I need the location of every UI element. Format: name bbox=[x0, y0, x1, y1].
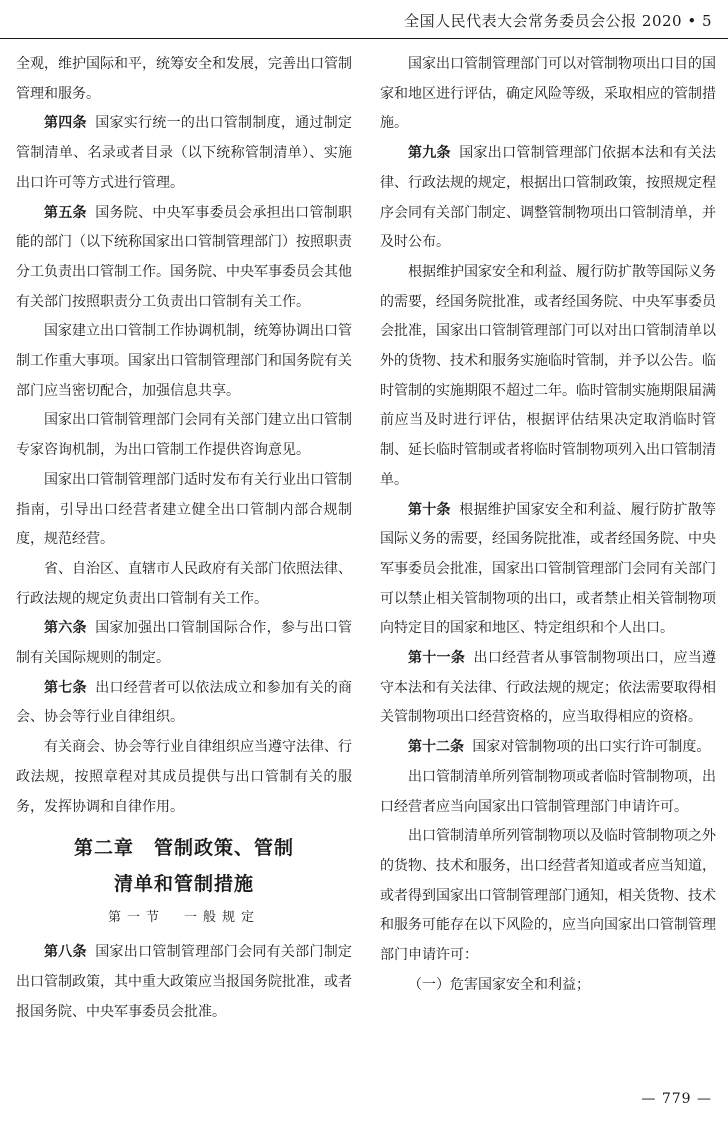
article-text: 国务院、中央军事委员会承担出口管制职能的部门（以下统称国家出口管制管理部门）按照职责分工负责出口管制工作。国务院、中央军事委员会其他有关部门按照职责分工负责出口管制有关工作。 bbox=[16, 204, 352, 310]
article-10 bbox=[380, 496, 716, 645]
article-6 bbox=[16, 614, 352, 673]
paragraph-license-application: 出口管制清单所列管制物项或者临时管制物项，出口经营者应当向国家出口管制管理部门申请许可。 bbox=[380, 768, 716, 815]
article-text: 国家加强出口管制国际合作，参与出口管制有关国际规则的制定。 bbox=[16, 620, 352, 667]
article-text: 出口经营者从事管制物项出口，应当遵守本法和有关法律、行政法规的规定；依法需要取得相关管制物项出口经营资格的，应当取得相应的资格。 bbox=[380, 650, 716, 726]
article-8 bbox=[16, 938, 352, 1027]
article-label: 第十一条 bbox=[408, 650, 466, 667]
chapter-heading bbox=[16, 830, 352, 902]
paragraph-industry-guide: 国家出口管制管理部门适时发布有关行业出口管制指南，引导出口经营者建立健全出口管制内部合规制度，规范经营。 bbox=[16, 471, 352, 548]
article-text: 根据维护国家安全和利益、履行防扩散等国际义务的需要，经国务院批准，或者经国务院、中央军事委员会批准，国家出口管制管理部门会同有关部门可以禁止相关管制物项的出口，或者禁止相关管制物项向特定目的国家和地区、特定组织和个人出口。 bbox=[380, 501, 716, 637]
paragraph-temporary-control: 根据维护国家安全和利益、履行防扩散等国际义务的需要，经国务院批准，或者经国务院、中央军事委员会批准，国家出口管制管理部门可以对出口管制清单以外的货物、技术和服务实施临时管制，并予以公告。临时管制的实施期限不超过二年。临时管制实施期限届满前应当及时进行评估，根据评估结果决定取消临时管制、延长临时管制或者将临时管制物项列入出口管制清单。 bbox=[380, 263, 716, 488]
article-label: 第四条 bbox=[44, 115, 87, 132]
paragraph-expert-consultation: 国家出口管制管理部门会同有关部门建立出口管制专家咨询机制，为出口管制工作提供咨询意见。 bbox=[16, 412, 352, 459]
article-text: 国家对管制物项的出口实行许可制度。 bbox=[472, 739, 711, 756]
article-label: 第七条 bbox=[44, 679, 87, 696]
page-number: — 779 — bbox=[641, 1091, 712, 1107]
gazette-header: 全国人民代表大会常务委员会公报 2020 • 5 bbox=[404, 12, 712, 30]
left-column bbox=[16, 50, 352, 1090]
article-label: 第九条 bbox=[408, 145, 451, 162]
right-column bbox=[380, 50, 716, 1090]
article-5 bbox=[16, 199, 352, 318]
paragraph-other-items: 出口管制清单所列管制物项以及临时管制物项之外的货物、技术和服务，出口经营者知道或者应当知道，或者得到国家出口管制管理部门通知，相关货物、技术和服务可能存在以下风险的，应当向国家出口管制管理部门申请许可： bbox=[380, 828, 716, 964]
article-text: 国家出口管制管理部门会同有关部门制定出口管制政策，其中重大政策应当报国务院批准，或者报国务院、中央军事委员会批准。 bbox=[16, 944, 352, 1020]
article-11 bbox=[380, 644, 716, 733]
article-label: 第八条 bbox=[44, 944, 87, 961]
list-item: （一）危害国家安全和利益； bbox=[408, 976, 590, 993]
paragraph-local-government: 省、自治区、直辖市人民政府有关部门依照法律、行政法规的规定负责出口管制有关工作。 bbox=[16, 560, 352, 607]
paragraph-associations: 有关商会、协会等行业自律组织应当遵守法律、行政法规，按照章程对其成员提供与出口管制有关的服务，发挥协调和自律作用。 bbox=[16, 739, 352, 815]
article-12 bbox=[380, 733, 716, 763]
article-label: 第五条 bbox=[44, 204, 87, 221]
article-label: 第十条 bbox=[408, 501, 451, 518]
chapter-heading-line-1: 第二章 管制政策、管制 bbox=[73, 837, 294, 860]
article-9 bbox=[380, 139, 716, 258]
paragraph-coordination: 国家建立出口管制工作协调机制，统筹协调出口管制工作重大事项。国家出口管制管理部门和国务院有关部门应当密切配合，加强信息共享。 bbox=[16, 323, 352, 399]
article-label: 第十二条 bbox=[408, 739, 464, 756]
article-4 bbox=[16, 109, 352, 198]
header-divider bbox=[0, 38, 728, 39]
article-text: 出口经营者可以依法成立和参加有关的商会、协会等行业自律组织。 bbox=[16, 679, 352, 726]
section-heading: 第一节 一般规定 bbox=[107, 910, 260, 926]
paragraph-risk-evaluation: 国家出口管制管理部门可以对管制物项出口目的国家和地区进行评估，确定风险等级，采取相应的管制措施。 bbox=[380, 56, 716, 132]
article-text: 国家出口管制管理部门依据本法和有关法律、行政法规的规定，根据出口管制政策，按照规定程序会同有关部门制定、调整管制物项出口管制清单，并及时公布。 bbox=[380, 145, 716, 251]
article-label: 第六条 bbox=[44, 620, 87, 637]
chapter-heading-line-2: 清单和管制措施 bbox=[113, 873, 254, 896]
paragraph-continuation: 全观，维护国际和平，统筹安全和发展，完善出口管制管理和服务。 bbox=[16, 56, 352, 102]
article-text: 国家实行统一的出口管制制度，通过制定管制清单、名录或者目录（以下统称管制清单）、实施出口许可等方式进行管理。 bbox=[16, 115, 352, 191]
article-7 bbox=[16, 674, 352, 733]
